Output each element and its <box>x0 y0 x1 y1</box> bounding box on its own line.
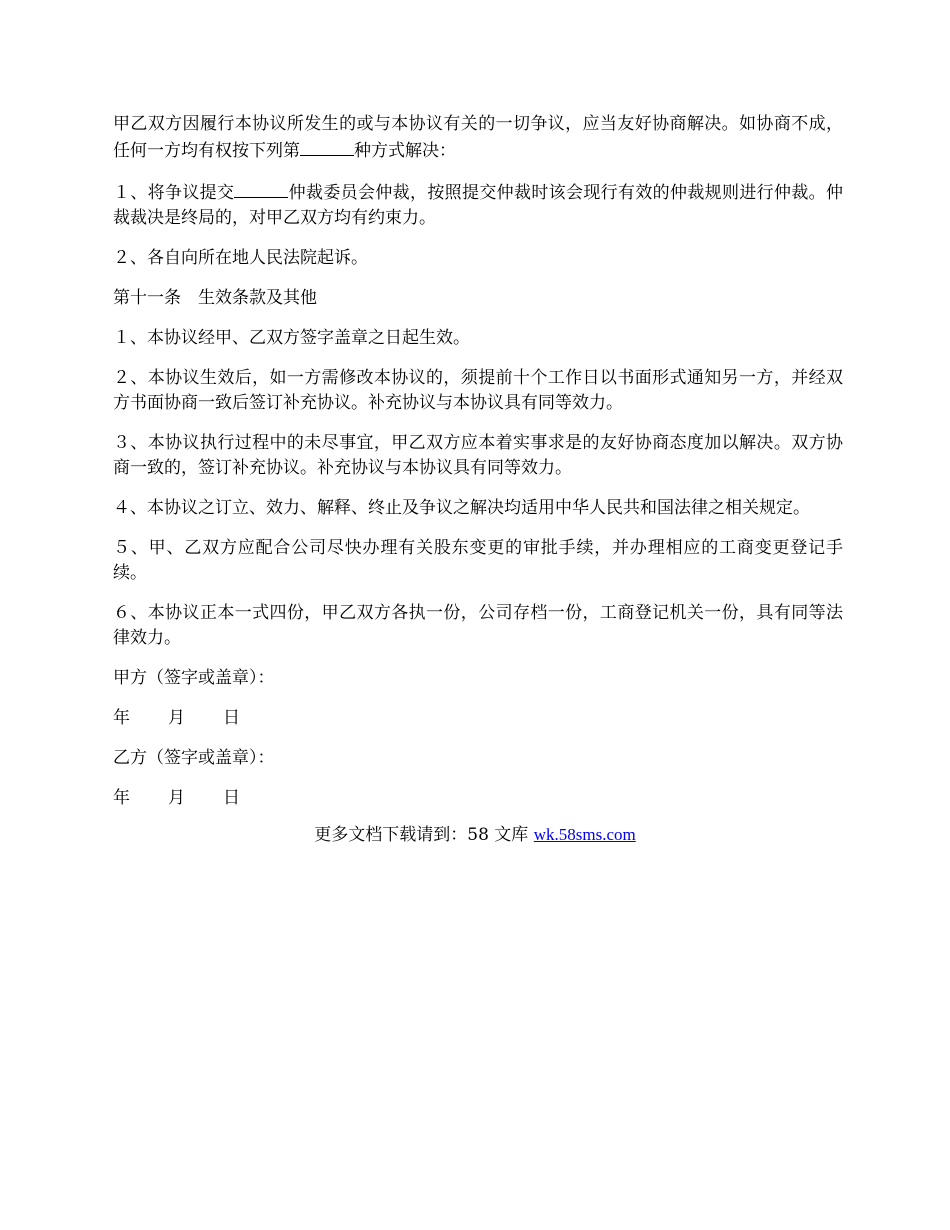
dispute-text-after: 种方式解决： <box>354 141 456 161</box>
arbitration-text-after: 仲裁委员会仲裁，按照提交仲裁时该会现行有效的仲裁规则进行仲裁。仲裁裁决是终局的，对甲乙双方均有约束力。 <box>113 183 844 228</box>
party-a-date-row <box>113 706 843 731</box>
year-label: 年 <box>113 708 130 728</box>
month-label: 月 <box>168 708 185 728</box>
download-footer <box>0 822 950 848</box>
article-11-heading: 第十一条 生效条款及其他 <box>113 288 317 308</box>
clause-1-paragraph: １、本协议经甲、乙双方签字盖章之日起生效。 <box>113 328 470 348</box>
document-body <box>113 112 843 826</box>
year-label: 年 <box>113 788 130 808</box>
party-b-date-row <box>113 786 843 811</box>
day-label: 日 <box>223 788 240 808</box>
arbitration-paragraph <box>113 179 843 231</box>
footer-text: 更多文档下载请到：58 文库 <box>314 825 534 845</box>
arbitration-commission-blank <box>234 179 288 198</box>
clause-4-paragraph: ４、本协议之订立、效力、解释、终止及争议之解决均适用中华人民共和国法律之相关规定。 <box>113 498 810 518</box>
clause-6-paragraph: ６、本协议正本一式四份，甲乙双方各执一份，公司存档一份，工商登记机关一份，具有同等法律效力。 <box>113 603 843 648</box>
arbitration-text-before: １、将争议提交 <box>113 183 235 203</box>
day-label: 日 <box>223 708 240 728</box>
clause-5-paragraph: ５、甲、乙双方应配合公司尽快办理有关股东变更的审批手续，并办理相应的工商变更登记手续。 <box>113 538 843 583</box>
dispute-text-before: 甲乙双方因履行本协议所发生的或与本协议有关的一切争议，应当友好协商解决。如协商不成，任何一方均有权按下列第 <box>113 114 843 161</box>
clause-3-paragraph: ３、本协议执行过程中的未尽事宜，甲乙双方应本着实事求是的友好协商态度加以解决。双方协商一致的，签订补充协议。补充协议与本协议具有同等效力。 <box>113 433 843 478</box>
dispute-resolution-paragraph <box>113 112 843 164</box>
party-a-signature-label: 甲方（签字或盖章）： <box>113 668 275 688</box>
method-number-blank <box>300 137 354 156</box>
footer-link[interactable]: wk.58sms.com <box>533 825 636 844</box>
litigation-paragraph: ２、各自向所在地人民法院起诉。 <box>113 248 368 268</box>
clause-2-paragraph: ２、本协议生效后，如一方需修改本协议的，须提前十个工作日以书面形式通知另一方，并经双方书面协商一致后签订补充协议。补充协议与本协议具有同等效力。 <box>113 368 843 413</box>
party-b-signature-label: 乙方（签字或盖章）： <box>113 748 275 768</box>
month-label: 月 <box>168 788 185 808</box>
